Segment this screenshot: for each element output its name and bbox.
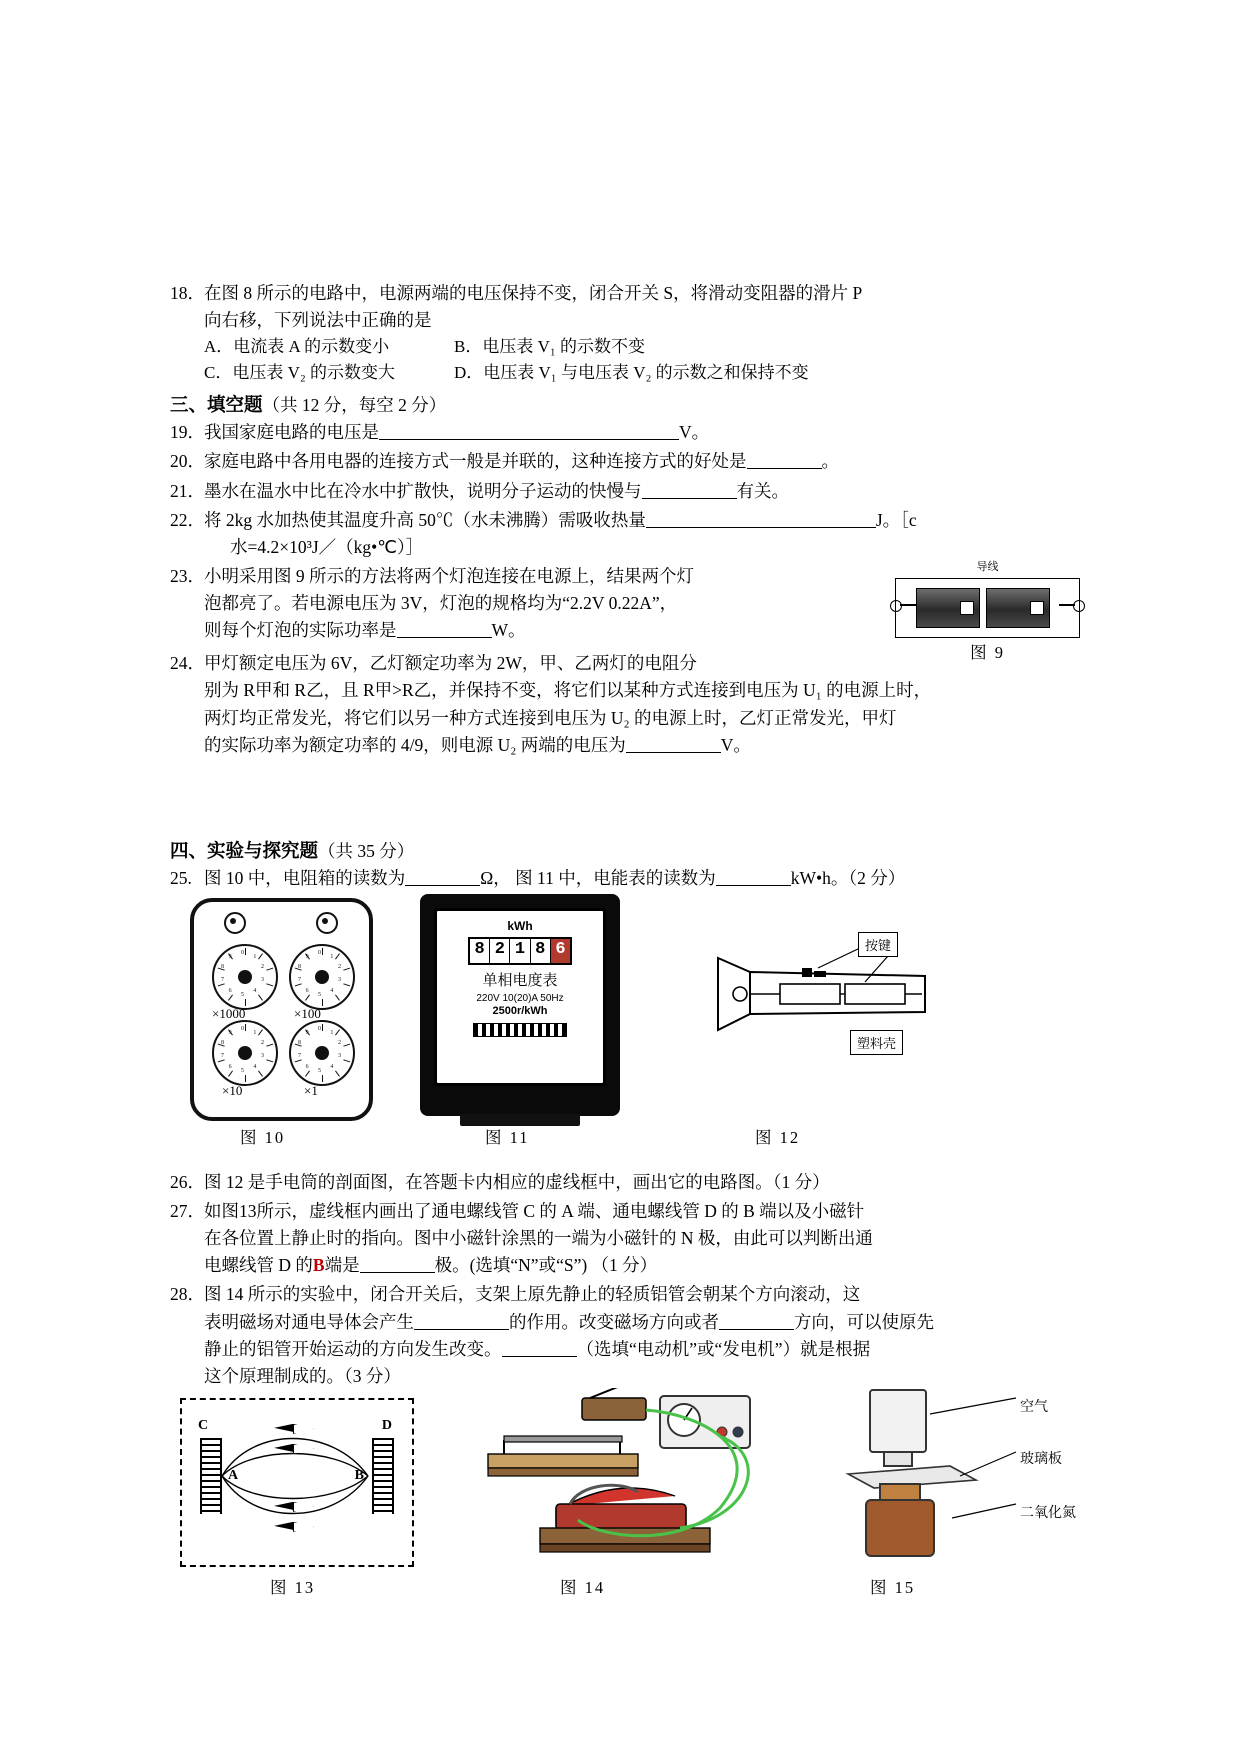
dial-number: 7 <box>221 1053 225 1060</box>
dial-tick <box>343 983 350 986</box>
dial-tick <box>218 1059 225 1062</box>
dial-number: 0 <box>241 1025 244 1032</box>
dial-tick <box>322 999 323 1006</box>
dial-label-x1000: ×1000 <box>212 1005 246 1021</box>
question-18-stem-line2: 向右移，下列说法中正确的是 <box>204 310 432 331</box>
compass-needle-lower <box>274 1502 312 1510</box>
dial-number: 5 <box>241 991 244 998</box>
dial-tick <box>335 1070 340 1076</box>
question-23-number: 23． <box>170 565 205 586</box>
question-27-number: 27． <box>170 1201 205 1221</box>
figure-10-caption: 图 10 <box>240 1127 286 1147</box>
meter-digit-2: 2 <box>490 939 510 963</box>
section-four-heading <box>170 837 1070 863</box>
question-18-stem <box>204 280 1058 334</box>
dial-label-x100: ×100 <box>294 1005 321 1021</box>
question-20-text-after: 。 <box>821 451 839 472</box>
question-22-text-before: 将 2kg 水加热使其温度升高 50℃（水未沸腾）需吸收热量 <box>204 509 646 530</box>
dial-number: 5 <box>318 991 321 998</box>
dial-number: 7 <box>221 977 225 984</box>
label-nitrogen-dioxide: 二氧化氮 <box>1020 1505 1076 1521</box>
figure-9-caption: 图 9 <box>970 642 1005 662</box>
question-27-line3-c: 极。(选填“N”或“S”) （1 分） <box>434 1255 658 1276</box>
question-20-body <box>204 448 1058 475</box>
question-26-text: 图 12 是手电筒的剖面图，在答题卡内相应的虚线框中，画出它的电路图。（1 分） <box>204 1171 830 1192</box>
question-28-number: 28． <box>170 1284 205 1305</box>
question-18-option-row-1 <box>204 334 1070 360</box>
question-21-body <box>204 478 1058 505</box>
figure-9-bulb-1-cap <box>960 601 974 615</box>
dial-x100-hub <box>315 970 329 984</box>
figure-13-solenoids <box>180 1398 414 1567</box>
question-25-number: 25. <box>170 867 192 888</box>
meter-name: 单相电度表 <box>482 972 558 989</box>
section-four-title: 四、实验与探究题 <box>170 841 319 862</box>
label-d: D <box>381 1417 392 1433</box>
figure-12-caption: 图 12 <box>755 1127 801 1147</box>
needle-n-pole <box>274 1424 293 1432</box>
dial-number: 2 <box>337 1040 341 1047</box>
dial-number: 0 <box>318 949 321 956</box>
question-23-line3-before: 则每个灯泡的实际功率是 <box>204 620 397 641</box>
question-27-line1: 如图13所示，虚线框内画出了通电螺线管 C 的 A 端、通电螺线管 D 的 B 端以及小磁针 <box>204 1201 865 1221</box>
question-25 <box>170 865 1070 892</box>
dial-number: 3 <box>337 977 341 984</box>
dial-tick <box>343 1043 350 1046</box>
page-content <box>170 280 1076 1598</box>
instrument-captions <box>170 1124 1000 1148</box>
meter-spec: 220V 10(20)A 50Hz <box>476 992 564 1004</box>
question-20-text-before: 家庭电路中各用电器的连接方式一般是并联的，这种连接方式的好处是 <box>204 451 747 472</box>
question-22-body <box>204 507 1058 561</box>
dial-number: 9 <box>305 1029 309 1036</box>
dial-tick <box>245 1075 246 1082</box>
dial-number: 9 <box>228 953 232 960</box>
answer-blank-28-3[interactable] <box>502 1337 577 1356</box>
section-three-title: 三、填空题 <box>170 396 263 417</box>
question-27 <box>170 1198 1070 1279</box>
dial-tick <box>335 953 340 959</box>
dial-number: 9 <box>305 953 309 960</box>
figure-14-caption: 图 14 <box>560 1577 606 1597</box>
question-26 <box>170 1169 1070 1196</box>
question-28-line3-b: （选填“电动机”或“发电机”）就是根据 <box>576 1338 871 1359</box>
dial-tick <box>295 983 302 986</box>
dial-number: 5 <box>318 1067 321 1074</box>
dial-number: 8 <box>221 1040 225 1047</box>
flashlight-button-label: 按键 <box>858 932 898 957</box>
apparatus-drawing <box>470 1388 800 1563</box>
option-d[interactable]: D．电压表 V₁ 与电压表 V₂ 的示数之和保持不变 <box>454 362 809 382</box>
dial-x10[interactable] <box>212 1020 278 1086</box>
meter-digits <box>468 937 572 965</box>
figure-9-wire-label: 导线 <box>976 560 999 573</box>
question-28-line4: 这个原理制成的。（3 分） <box>204 1365 401 1386</box>
dial-number: 2 <box>337 964 341 971</box>
dial-x1000-hub <box>238 970 252 984</box>
dial-x100[interactable] <box>289 944 355 1010</box>
figure-9-terminal-right <box>1073 600 1085 612</box>
question-19 <box>170 419 1070 446</box>
dial-number: 6 <box>305 1063 309 1070</box>
dial-tick <box>258 994 263 1000</box>
dial-tick <box>245 1024 246 1031</box>
answer-blank-23[interactable] <box>397 619 492 638</box>
needle-n-pole <box>274 1444 293 1452</box>
question-21-number: 21． <box>170 480 205 501</box>
dial-tick <box>266 1043 273 1046</box>
figure-9-bulb-2-cap <box>1030 601 1044 615</box>
dial-tick <box>228 1070 233 1076</box>
instrument-figures <box>170 898 1070 1153</box>
question-24-line1: 甲灯额定电压为 6V，乙灯额定功率为 2W，甲、乙两灯的电阻分 <box>204 653 697 674</box>
meter-face <box>434 908 606 1086</box>
label-glass-plate: 玻璃板 <box>1020 1451 1062 1467</box>
dial-label-x1: ×1 <box>304 1082 318 1098</box>
dial-x1[interactable] <box>289 1020 355 1086</box>
dial-tick <box>335 1029 340 1035</box>
dial-number: 6 <box>228 1063 232 1070</box>
dial-tick <box>343 1059 350 1062</box>
dial-number: 7 <box>298 1053 302 1060</box>
question-27-line2: 在各位置上静止时的指向。图中小磁针涂黑的一端为小磁针的 N 极，由此可以判断出通 <box>204 1228 873 1249</box>
question-22-number: 22． <box>170 509 205 530</box>
dial-tick <box>245 948 246 955</box>
question-19-text-before: 我国家庭电路的电压是 <box>204 422 379 443</box>
dial-tick <box>258 953 263 959</box>
dial-tick <box>305 1070 310 1076</box>
question-26-number: 26． <box>170 1171 205 1192</box>
dial-tick <box>258 1029 263 1035</box>
figure-15-gas-jars <box>830 1384 1090 1569</box>
answer-blank-25-1[interactable] <box>405 866 480 885</box>
figure-9-bulb-1 <box>916 588 980 628</box>
figure-15-caption: 图 15 <box>870 1577 916 1597</box>
answer-blank-21[interactable] <box>642 479 737 498</box>
question-18-options <box>204 334 1070 385</box>
flashlight-case-label: 塑料壳 <box>850 1030 903 1055</box>
dial-tick <box>305 994 310 1000</box>
label-a: A <box>228 1467 239 1483</box>
figure-9-terminal-left <box>890 600 902 612</box>
question-22 <box>170 507 1070 561</box>
dial-tick <box>228 994 233 1000</box>
dial-number: 1 <box>330 953 334 960</box>
dial-number: 3 <box>260 1053 264 1060</box>
question-19-number: 19． <box>170 422 205 443</box>
dial-label-x10: ×10 <box>222 1082 243 1098</box>
figure-12-flashlight <box>710 938 940 1053</box>
question-19-text-after: V。 <box>679 422 710 443</box>
question-20 <box>170 448 1070 475</box>
section-three-note: （共 12 分，每空 2 分） <box>262 395 447 416</box>
dial-number: 4 <box>253 987 257 994</box>
dial-tick <box>266 983 273 986</box>
question-23-line1: 小明采用图 9 所示的方法将两个灯泡连接在电源上，结果两个灯 <box>204 565 694 586</box>
question-24-line2: 别为 R甲和 R乙，且 R甲>R乙，并保持不变，将它们以某种方式连接到电压为 U₁ 的电源上时， <box>204 680 932 701</box>
resistance-box-terminal-right <box>316 912 338 934</box>
question-23 <box>170 560 1070 662</box>
question-25-part1: 图 10 中，电阻箱的读数为 <box>204 867 406 888</box>
question-24-line3: 两灯均正常发光，将它们以另一种方式连接到电压为 U₂ 的电源上时，乙灯正常发光，甲灯 <box>204 707 897 728</box>
label-c: C <box>198 1417 209 1433</box>
option-c[interactable]: C．电压表 V₂ 的示数变大 <box>204 362 396 382</box>
section-three-heading <box>170 391 1070 417</box>
dial-number: 7 <box>298 977 302 984</box>
answer-blank-19[interactable] <box>379 421 679 440</box>
answer-blank-20[interactable] <box>747 450 822 469</box>
dial-number: 8 <box>298 1040 302 1047</box>
question-25-body <box>204 865 1058 892</box>
question-25-part3: kW•h。（2 分） <box>790 867 906 888</box>
dial-tick <box>322 948 323 955</box>
dial-number: 2 <box>260 964 264 971</box>
dial-number: 4 <box>330 987 334 994</box>
meter-digit-3: 1 <box>510 939 530 963</box>
figure-9-circuit <box>895 578 1080 638</box>
dial-tick <box>322 1075 323 1082</box>
dial-number: 9 <box>228 1029 232 1036</box>
dial-tick <box>322 1024 323 1031</box>
figure-10-resistance-box <box>190 898 373 1121</box>
answer-blank-28-2[interactable] <box>719 1310 794 1329</box>
question-20-number: 20． <box>170 451 205 472</box>
dial-number: 2 <box>260 1040 264 1047</box>
question-27-highlight: B <box>312 1255 325 1276</box>
dial-number: 1 <box>253 1029 257 1036</box>
question-28-line3-a: 静止的铝管开始运动的方向发生改变。 <box>204 1338 502 1359</box>
dial-number: 0 <box>241 949 244 956</box>
question-24-body <box>204 650 1058 759</box>
compass-needle-upper <box>274 1444 312 1452</box>
dial-tick <box>258 1070 263 1076</box>
label-b: B <box>354 1467 364 1483</box>
question-28-line2-a: 表明磁场对通电导体会产生 <box>204 1311 414 1332</box>
question-21 <box>170 478 1070 505</box>
dial-tick <box>218 983 225 986</box>
option-b[interactable]: B．电压表 V₁ 的示数不变 <box>454 337 646 357</box>
question-18-number: 18． <box>170 283 205 303</box>
needle-n-pole <box>274 1522 293 1530</box>
figure-11-caption: 图 11 <box>485 1127 530 1147</box>
dial-x1-hub <box>315 1046 329 1060</box>
dial-tick <box>343 967 350 970</box>
flashlight-drawing <box>710 938 940 1048</box>
option-a[interactable]: A．电流表 A 的示数变小 <box>204 337 390 357</box>
dial-number: 0 <box>318 1025 321 1032</box>
dial-number: 6 <box>305 987 309 994</box>
question-24-line4-after: V。 <box>720 734 751 755</box>
jar-leaders <box>890 1390 1090 1540</box>
question-24 <box>170 650 1070 759</box>
question-22-text-after: J。［c <box>875 509 917 530</box>
meter-constant: 2500r/kWh <box>492 1004 548 1017</box>
dial-number: 5 <box>241 1067 244 1074</box>
dial-x1000[interactable] <box>212 944 278 1010</box>
answer-blank-24[interactable] <box>626 733 721 752</box>
meter-barcode <box>473 1023 567 1037</box>
answer-blank-25-2[interactable] <box>716 866 791 885</box>
meter-digit-4: 8 <box>531 939 551 963</box>
figure-9-wire-left <box>900 604 916 606</box>
question-21-text-before: 墨水在温水中比在冷水中扩散快，说明分子运动的快慢与 <box>204 480 642 501</box>
dial-number: 8 <box>298 964 302 971</box>
bottom-figure-captions <box>170 1574 1050 1600</box>
dial-number: 8 <box>221 964 225 971</box>
answer-blank-27[interactable] <box>360 1254 435 1273</box>
answer-blank-28-1[interactable] <box>414 1310 509 1329</box>
question-19-body <box>204 419 1058 446</box>
question-28 <box>170 1281 1070 1390</box>
dial-number: 1 <box>330 1029 334 1036</box>
dial-tick <box>266 967 273 970</box>
needle-n-pole <box>274 1502 293 1510</box>
question-18-stem-line1: 在图 8 所示的电路中，电源两端的电压保持不变，闭合开关 S，将滑动变阻器的滑片 P <box>204 283 863 303</box>
dial-tick <box>266 1059 273 1062</box>
question-28-line2-c: 方向，可以使原先 <box>794 1311 934 1332</box>
question-28-line2-b: 的作用。改变磁场方向或者 <box>509 1311 719 1332</box>
question-24-line4-before: 的实际功率为额定功率的 4/9，则电源 U₂ 两端的电压为 <box>204 734 626 755</box>
figure-13-caption: 图 13 <box>270 1577 316 1597</box>
dial-tick <box>245 999 246 1006</box>
figure-9-bulb-2 <box>986 588 1050 628</box>
meter-kwh-label: kWh <box>507 918 533 933</box>
question-23-line3-after: W。 <box>491 620 526 641</box>
question-21-text-after: 有关。 <box>736 480 789 501</box>
section-four-note: （共 35 分） <box>318 840 415 861</box>
compass-needle-bottom <box>274 1522 312 1530</box>
question-18-option-row-2 <box>204 360 1070 386</box>
figure-11-electric-meter <box>420 894 620 1116</box>
question-28-body <box>204 1281 1058 1390</box>
dial-tick <box>335 994 340 1000</box>
figure-14-apparatus <box>470 1388 800 1568</box>
question-18 <box>170 280 1070 385</box>
dial-number: 3 <box>337 1053 341 1060</box>
dial-number: 1 <box>253 953 257 960</box>
label-air: 空气 <box>1020 1399 1048 1415</box>
question-24-number: 24． <box>170 653 205 674</box>
dial-tick <box>295 1059 302 1062</box>
question-23-line2: 泡都亮了。若电源电压为 3V，灯泡的规格均为“2.2V 0.22A”， <box>204 593 678 613</box>
meter-digit-decimal: 6 <box>551 939 570 963</box>
question-27-line3-a: 电螺线管 D 的 <box>204 1255 313 1276</box>
compass-needle-top <box>274 1424 312 1432</box>
question-22-line2: 水=4.2×10³J／（kg•℃）］ <box>230 536 424 557</box>
bottom-figures <box>170 1398 1076 1598</box>
question-28-line1: 图 14 所示的实验中，闭合开关后，支架上原先静止的轻质铝管会朝某个方向滚动，这 <box>204 1284 861 1305</box>
resistance-box-terminal-left <box>224 912 246 934</box>
question-27-body <box>204 1198 1058 1279</box>
meter-digit-1: 8 <box>470 939 490 963</box>
dial-x10-hub <box>238 1046 252 1060</box>
question-25-part2: Ω， 图 11 中，电能表的读数为 <box>480 867 716 888</box>
dial-number: 4 <box>253 1063 257 1070</box>
question-27-line3-b: 端是 <box>324 1255 360 1276</box>
answer-blank-22[interactable] <box>646 508 876 527</box>
dial-number: 6 <box>228 987 232 994</box>
question-23-body <box>204 563 794 644</box>
dial-number: 3 <box>260 977 264 984</box>
dial-number: 4 <box>330 1063 334 1070</box>
